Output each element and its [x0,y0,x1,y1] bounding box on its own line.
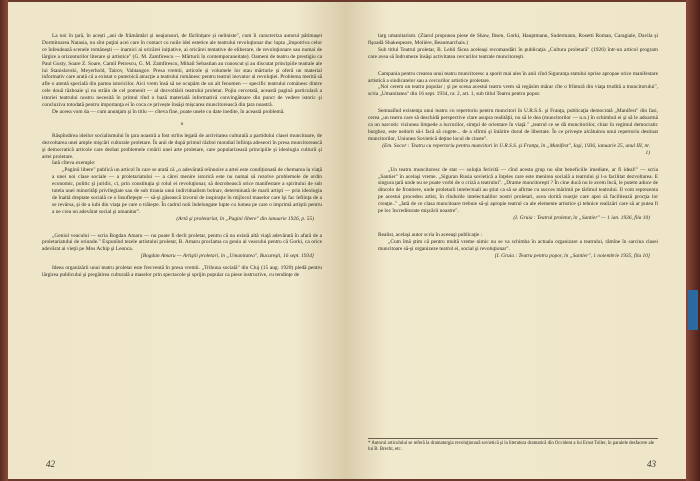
paragraph: La noi în ţară, în acești „ani de frământări și neajunsuri, de făclinițare și neliniste", cum îi caracteriza autorul pătimașei Dormitoarea Natasia, nu sînt puţini acei care în contact cu noile idei estetice ale teatrului revoluţionar duc lupta „împotriva celor ce înfeudează scenele româneşti — inamici ai oricărei iniţiative, ai oricărei tentative de eliberare, de revoluţionare sau numai de lărgire a orizonturilor literare și artistice" (G. M. Zamfirescu — Mărturii în contemporaneitate). Oameni de teatru de prestigiu ca Paul Gusty, Soare Z. Soare, Camil Petrescu, G. M. Zamfirescu, Mihail Sebastian au cunoscut și au discutat principiile teatrale ale lui Stanislavski, Meyerhold, Tairov, Vahtangov. Presa vremii, articole și volumele lor stau mărturie și oferă un material informativ care arată că a existat o puternică atracţie a teatrului românesc pentru teatrul inovator al revoluţiei. Problema merită să afle o atentă specială din partea istoricilor. Aici vrem însă să ne ocupăm de un alt fenomen — specific teatrului românesc dintre cele două războaie şi nu străin de cel pomenit — al dezvoltării teatrului proletar. Pojiu cercetată, această pagină particulară a istoriei teatrului nostru necesită în primul rînd o bază materială informativă convingătoare din punct de vedere istoric şi concluziva totodată pentru importanţa ei în coca ce privește însăşi mișcarea muncitorească din ţara noastră. [42,33,322,109]
paragraph: Campania pentru crearea unui teatru muncitoresc a sporit mai ales în anii cînd Siguranţa statului oprise apropae orice manifestare artistică a sindicatelor sau a cercurilor artistice proletare. [368,70,658,84]
paragraph: Ideea organizării unui teatru proletar este frecventă în presa vremii. „Tribuna socială" din Cluj (15 aug. 1920) pledă pentru lărgirea publicului şi pregătirea culturală a maselor prin spectacole şi sprijin popular ca piese instructive, cu tendinţe de [42,265,322,279]
citation: (Em. Socor : Teatru cu repertoriu pentru muncitori în U.R.S.S. şi Franţa, în „Manifest", Iaşi, 1936, ianuarie 25, anul III, nr. 1) [382,142,650,156]
paragraph: „Geniul veacului — scria Bogdan Amaru — nu poate fi decît proletar, pentru că nu există altă viaţă adevărată în afară de a proletariatului de oriunde." Expunînd tezele artistului proletar, B. Amaru proclama ca geniu al veacului pentru că Gorki, ca orice adevărat ai vieţii pe Mos Achip şi Leonca. [42,232,322,253]
citation: (I. Gruia : Teatrul proletar, în „Santier" — 1 ian. 1936, fila 10) [513,214,650,221]
paragraph: Iată cîteva exemple: [52,160,96,167]
page-number: 42 [46,459,55,469]
page-number: 43 [647,459,656,469]
paragraph: larg umanitarism. (Ziarul propunea piese de Shaw, Ibsen, Gorki, Hauptmann, Sudermann, Rosetti Roman, Caragiale, Davila şi fişoadă Shakespeare, Molière, Beaumarchais.) [368,33,658,46]
citation: [I. Gruia : Teatru pentru popor, în „Santier", 1 noiembrie 1935, fila 10] [494,252,650,259]
left-page-text [42,33,322,279]
paragraph: „Noi cerem un teatru popular ; şi pe scena acestui teatru vrem să regăsim mărar cîte o frîntură din viaţa trudită a muncitorului", scria „Umanitatea" din 16 sept. 1934, nr. 2, art. 1, sub titlul Teatru pentru popor. [368,84,658,98]
quote: „Un teatru muncitoresc de stat — soluţia fericită — cînd acesta grup nu sînt beneficiile imediate, ar fi ideal!" — scria „Santier" în acelaşi vreme. „Siguran Rusia sovietică a înţeles care este menirea socială a teatrului şi l-a facilitat dezvoltarea. E singura ţară unde nu se poate vorbi de o criză a teatrului". „Drame muncitoreşti ? În cine ducă nu le avem încă, le putem aduce de dincolo de frontiere, unde proletarii intelectuali au ştiut ca să se afirme cu succes mărimii pe tărîmul teatrului. Il vom reprezenta pe acestui procedeu artist, în rîndurile intelectualilor nostri proletari, acea dorită reacţie care apoi să facilitează procţia lor creaţie.." „Iată de ce clasa muncitoare trebuie să-şi apropie teatrul ca ale elemente artistice şi tehnice realizări care să ar putea fi pe loc încreditorate mişcării noastre". [378,166,658,215]
section-marker: o [180,120,184,127]
left-page [8,2,346,479]
right-page-text [368,33,658,259]
paragraph: Semnalînd existenţa unui teatru cu repertoriu pentru muncitori în U.R.S.S. şi Franţa, publicaţia democrată „Manifest" din fasi, cerea „un teatru care să deschidă perspective clare asupra realităţii, nu să le dea (muncitorilor — n.n.) în schimbul ei şi să le adoarmă ca un narcotic viziunea limpede a lucrurilor, simţul de orientare în viaţă." „teatrul ce se dă muncitorilor, chiar în regimul democratic burghez, este nedorit să-i facă să cugete... de a sfirmi şi întărire dorul de libertate. În ce priveşte alcătuirea unui repertoriu destinat muncitorilor, Uniunea Sovietică deţine locul de cinste". [368,108,658,142]
book-cover-right-edge [686,0,700,481]
paragraph: Răspîndirea ideilor socialismului în ţara noastră a fost strîns legată de activitatea culturală a partidului clasei muncitoare, de dezvoltarea unei ample mişcări culturale proletare. În anii de după primul război mondial înfiinţa adeseori în presa muncitorească şi democratică articole care dezbat problemele creării unei arte proletare, care popularizează principiile şi ideologia culturii şi artei proletare. [42,132,322,160]
right-page [346,2,686,479]
footnote: * Autorul articolului se referă la dramaturgia revoluţionară sovietică şi la literatura dramatică din Occident a lui Ernst Toller, în paralele desfacere ale lui B. Brecht, etc. [368,438,658,453]
citation: (Artă şi proletariat, în „Pagini libere" din ianuarie 1926, p. 55) [176,215,314,222]
paragraph: De aceea vom da — cum anunţam şi în titlu — cîteva fine, poate unele cu date inedite, în această problemă. [52,108,285,115]
paragraph: Sub titlul Teatrul proletar, B. Lebli făcea aceleaşi recomandări în publicaţia „Cultura proletară" (1926) într-un articol program care avea să îndrumeze însăşi activitatea cercurilor teatrale muncitoreşti. [368,46,658,60]
citation: [Bogdan Amaru — Artiştii proletari, în „Umanitatea", Bucureşti, 16 sept. 1934] [140,253,314,260]
paragraph: Realist, acelaşi autor scria în aceeaşi publicaţie : [378,231,483,238]
book-cover-left-edge [0,0,8,481]
quote: „Paginii libere" publică un articol în care se arată că „o adevărată reînnoire a artei este condiționată de chemarea la viaţă a unei noi clase sociale — a proletariatului — a cărei menire istorică este nu numai să rezolve problemele de ordin economic, politic şi juridic, ci, prin constituţia şi rolul ei revoluţionar, să dezrobească orice manifestare a spiritului de sub tutela unei minorităţi privilegiate sau de sub tirania unui individualism bolnav, determinată de marii artişti — prin ideologia de înaltă dreptate socială ce o însufleţeşte — să-şi găsească izvorul de inspiraţie în mijlocul maselor care îşi fac lefiinţa de a se revărsa, şi de a iubi din viaţa pe care o trăieşte. În cadrul noii îndelungate lupte cu lumea pe care o imprimă artiştii pentru a ne crea un adevărat social şi umanitar". [52,167,322,215]
bookmark-ribbon [688,290,698,330]
quote: „Cum îmă ştim că pentru multă vreme nimic nu se va schimba în actuala organizare a teatrului, rămîne în sarcina clasei muncitoare să-şi organizeze teatrul ei, social şi revoluţionar". [378,238,658,252]
